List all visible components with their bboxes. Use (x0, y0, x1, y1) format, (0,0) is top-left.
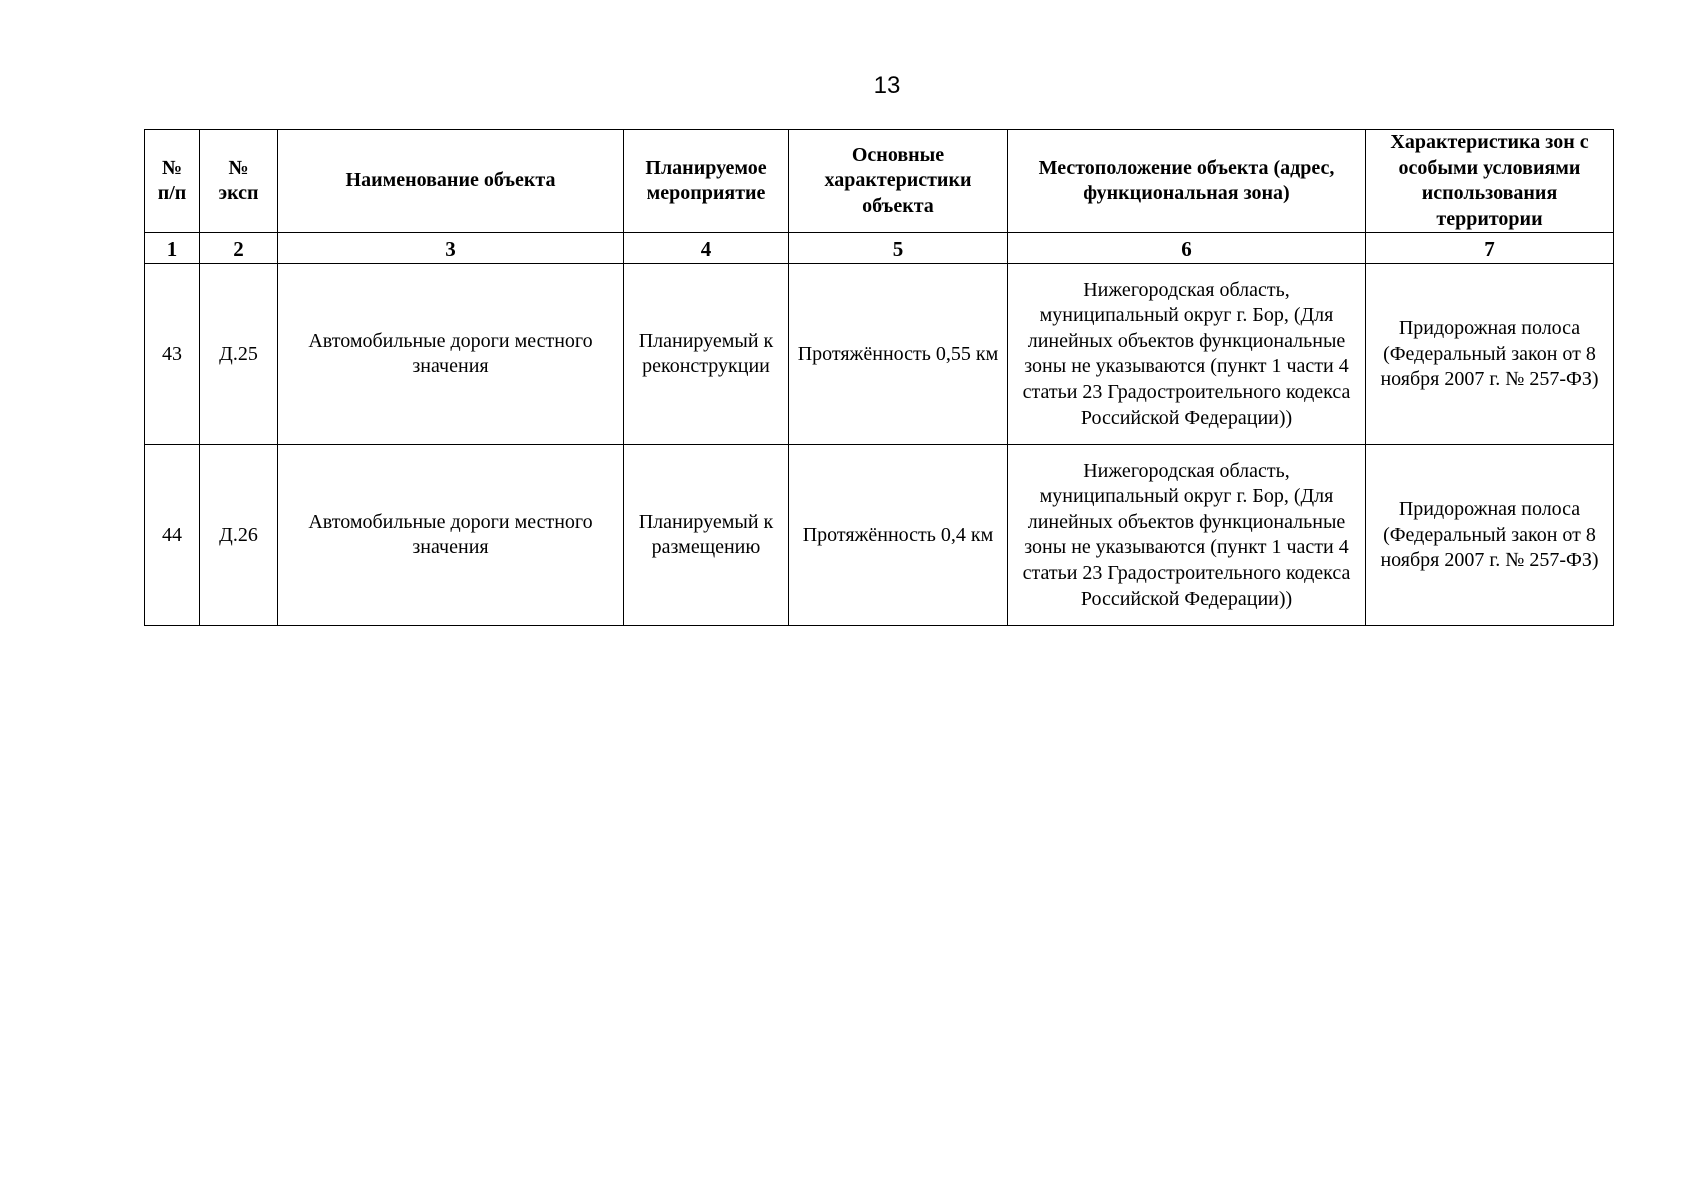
column-number: 3 (278, 233, 624, 264)
exposition-number: Д.25 (200, 264, 278, 445)
header-cell: Наименование объекта (278, 130, 624, 233)
header-cell: Характеристика зон с особыми условиями использования территории (1366, 130, 1614, 233)
special-zones: Придорожная полоса (Федеральный закон от 8 ноября 2007 г. № 257-ФЗ) (1366, 264, 1614, 445)
header-cell: Местоположение объекта (адрес, функциональная зона) (1008, 130, 1366, 233)
exposition-number: Д.26 (200, 445, 278, 626)
header-cell: № эксп (200, 130, 278, 233)
header-cell: № п/п (145, 130, 200, 233)
planned-action: Планируемый к реконструкции (624, 264, 789, 445)
page-number: 13 (873, 72, 901, 99)
objects-table (144, 129, 1614, 626)
column-number: 2 (200, 233, 278, 264)
column-number: 5 (789, 233, 1008, 264)
planned-action: Планируемый к размещению (624, 445, 789, 626)
object-characteristics: Протяжённость 0,55 км (789, 264, 1008, 445)
table-row (145, 445, 1614, 626)
object-location: Нижегородская область, муниципальный округ г. Бор, (Для линейных объектов функциональные зоны не указываются (пункт 1 части 4 статьи 23 Градостроительного кодекса Российской Федерации)) (1008, 264, 1366, 445)
table-header-row (145, 130, 1614, 233)
column-number: 7 (1366, 233, 1614, 264)
header-cell: Основные характеристики объекта (789, 130, 1008, 233)
column-number: 6 (1008, 233, 1366, 264)
header-cell: Планируемое мероприятие (624, 130, 789, 233)
object-name: Автомобильные дороги местного значения (278, 445, 624, 626)
object-characteristics: Протяжённость 0,4 км (789, 445, 1008, 626)
table-row (145, 264, 1614, 445)
special-zones: Придорожная полоса (Федеральный закон от 8 ноября 2007 г. № 257-ФЗ) (1366, 445, 1614, 626)
column-number: 1 (145, 233, 200, 264)
row-number: 44 (145, 445, 200, 626)
object-name: Автомобильные дороги местного значения (278, 264, 624, 445)
row-number: 43 (145, 264, 200, 445)
object-location: Нижегородская область, муниципальный округ г. Бор, (Для линейных объектов функциональные зоны не указываются (пункт 1 части 4 статьи 23 Градостроительного кодекса Российской Федерации)) (1008, 445, 1366, 626)
column-number-row (145, 233, 1614, 264)
column-number: 4 (624, 233, 789, 264)
